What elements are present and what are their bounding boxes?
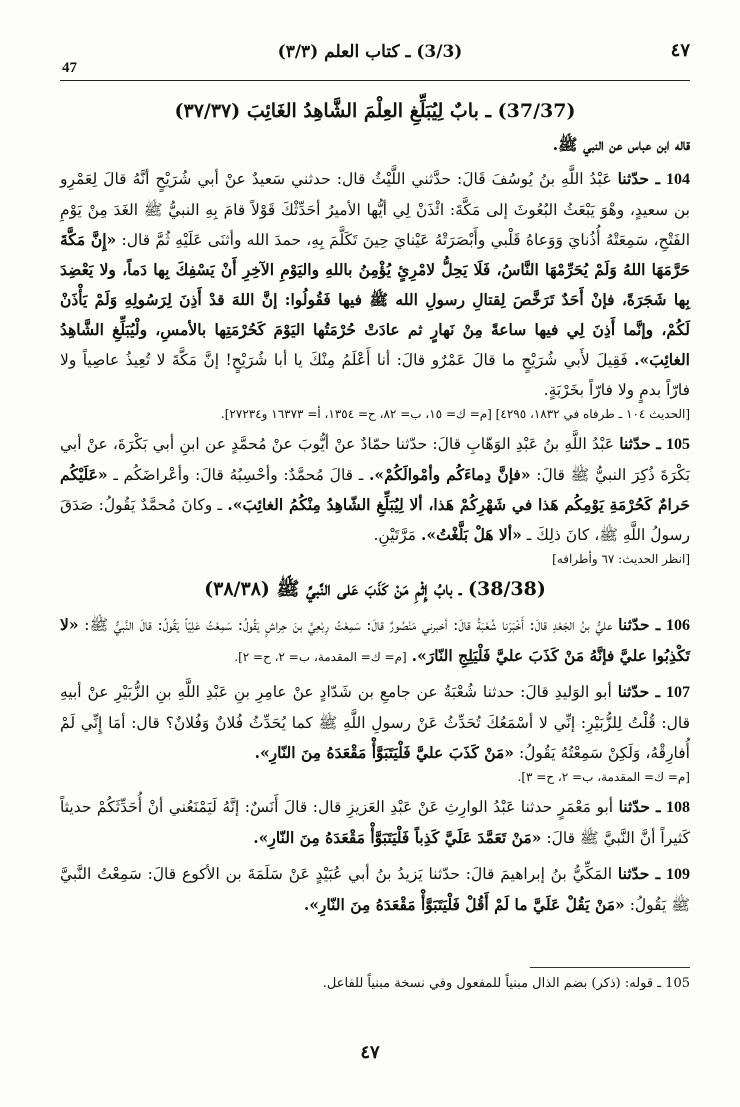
- footnote-rule: [530, 967, 690, 968]
- chapter-title-38: (38/38) ـ بابُ إِثْمِ مَنْ كَذَبَ عَلى النَّبيِّ ﷺ (٣٨/٣٨): [204, 578, 546, 600]
- hadith-107: 107 ـ حدّثنا أبو الوَليدِ قالَ: حدثنا شُعْبَةُ عن جامعِ بن شَدّادٍ عنْ عامِرِ بنِ عَبْدِ اللَّهِ بنِ الزُّبَيْرِ عنْ أبيهِ قال: قُلْتُ لِلزُّبَيْرِ: إنِّي لا أسْمَعُكَ تُحَدِّثُ عَنْ رسولِ اللَّهِ ﷺ كما يُحَدِّثُ فُلانٌ وَفُلانٌ؟ قال: أمَا إِنِّي لَمْ أُفارِقْهُ، وَلَكِنْ سَمِعْتُهُ يَقُولُ: «مَنْ كَذَبَ عليَّ فَلْيَتَبَوَّأْ مَقْعَدَهُ مِنَ النّارِ».: [60, 682, 690, 762]
- hadith-106: 106 ـ حدّثنا عليُّ بنُ الجَعْدِ قالَ: أَخْبَرَنا شُعْبَةُ قالَ: أخبرني مَنْصُورٌ قالَ: سَمِعْتُ رِبْعِيَّ بنَ حِراشٍ يَقُولُ: سَمِعْتُ عَلِيّاً يَقُولُ: قالَ النَّبيُّ ﷺ: «لا تَكْذِبُوا عليَّ فإنَّهُ مَنْ كَذَبَ عليَّ فَلْيَلِجِ النّارَ». [م= ك= المقدمة، ب= ٢، ح= ٢].: [60, 615, 690, 665]
- hadith-104: 104 ـ حدّثنا عَبْدُ اللَّهِ بنُ يُوسُفَ قَالَ: حدَّثني اللَّيْثُ قال: حدثني سَعيدٌ عنْ أبي شُرَيْحٍ أنَّهُ قالَ لِعَمْرِو بن سعيدٍ، وهْوَ يَبْعَثُ البُعُوثَ إلى مَكَّةَ: ائْذَنْ لِي أيُّها الأميرُ أحَدِّثْكَ قَوْلاً قامَ بِهِ النبيُّ ﷺ الغَدَ مِنْ يَوْمِ الفَتْحِ، سَمِعَتْهُ أُذُنايَ وَوَعاهُ قَلْبي وأَبْصَرَتْهُ عَيْنايَ حِينَ تَكَلَّمَ بِهِ، حمدَ الله وأثنَى عَلَيْهِ ثُمَّ قال: «إِنَّ مَكَّةَ حَرَّمَهَا اللهُ وَلَمْ يُحَرِّمْهَا النَّاسُ، فَلَا يَحِلُّ لامْرِئٍ يُؤْمِنُ باللهِ واليَوْمِ الآخِرِ أَنْ يَسْفِكَ بِها دَماً، ولا يَعْضِدَ بِها شَجَرَةً، فإنْ أَحَدٌ تَرَخَّصَ لِقتالِ رسولِ الله ﷺ فيها فَقُولُوا: إنَّ اللهَ قدْ أَذِنَ لِرَسُولِهِ وَلَمْ يَأْذَنْ لَكُمْ، وإنَّما أَذِنَ لِي فيها ساعةً مِنْ نَهارٍ ثم عادَتْ حُرْمَتُها اليَوْمَ كَحُرْمَتِها بالأمسِ، ولْيُبَلِّغِ الشَّاهِدُ الغائِبَ». فَقِيلَ لأَبي شُرَيْحٍ ما قالَ عَمْرٌو قالَ: أنا أَعْلَمُ مِنْكَ يا أبا شُرَيْحٍ! إنَّ مَكَّةَ لا تُعِيذُ عاصِياً ولا فارّاً بدمٍ ولا فارّاً بخَرْبَةٍ.: [60, 169, 691, 399]
- hadith-105: 105 ـ حدّثنا عَبْدُ اللَّهِ بنُ عَبْدِ الوَهّابِ قالَ: حدّثنا حمّادٌ عنْ أيُّوبَ عنْ مُحمَّدٍ عن ابنِ أبي بَكْرَةَ، عنْ أبي بَكْرَةَ ذُكِرَ النبيُّ ﷺ قالَ: «فإنَّ دِماءَكُم وأمْوالَكُمْ». ـ قالَ مُحمَّدٌ: وأحْسِبُهُ قالَ: وأعْراضَكُم ـ «عَلَيْكُم حَرامٌ كَحُرْمَةِ يَوْمِكُم هَذا في شَهْرِكُمْ هَذا، ألا لِيُبَلِّغِ الشّاهِدُ مِنْكُمُ الغائِبَ». ـ وكانَ مُحمَّدٌ يَقُولُ: صَدَقَ رسولُ اللَّهِ ﷺ، كانَ ذلِكَ ـ «ألا هَلْ بَلَّغْتُ». مَرَّتَيْنِ.: [60, 434, 691, 544]
- reference-105: [انظر الحديث: ٦٧ وأطرافه]: [552, 552, 690, 566]
- header-title: (3/3) ـ كتاب العلم (٣/٣): [277, 42, 463, 62]
- footer-page-number: ٤٧: [360, 1042, 380, 1063]
- reference-104: [الحديث ١٠٤ ـ طرفاه في ١٨٣٢، ٤٢٩٥] [م= ك= ١٥، ب= ٨٢، ح= ١٣٥٤، أ= ١٦٣٧٣ و٢٧٢٣٤].: [220, 407, 690, 421]
- chapter-intro-37: قاله ابن عباس عن النبي ﷺ.: [552, 135, 690, 154]
- footnote: 105 ـ قوله: (ذكر) بضم الذال مبنياً للمفعول وفي نسخة مبنياً للفاعل.: [322, 976, 690, 991]
- header-rule: [60, 80, 690, 81]
- chapter-title-37: (37/37) ـ بابٌ لِيُبَلِّغِ العِلْمَ الشَّاهِدُ الغَائِبَ (٣٧/٣٧): [174, 100, 576, 122]
- header-page-number-arabic: ٤٧: [670, 40, 690, 61]
- hadith-109: 109 ـ حدّثنا المَكِّيُّ بنُ إبراهيمَ قالَ: حدّثنا يَزيدُ بنُ أبي عُبَيْدٍ عَنْ سَلَمَةَ بن الأكوع قالَ: سَمِعْتُ النَّبيَّ ﷺ يَقُولُ: «مَنْ يَقُلْ عَلَيَّ ما لَمْ أَقُلْ فَلْيَتَبَوَّأْ مَقْعَدَهُ مِنَ النّارِ».: [60, 864, 691, 914]
- header-page-number: 47: [62, 60, 77, 76]
- reference-107: [م= ك= المقدمة، ب= ٢، ح= ٣].: [517, 770, 690, 784]
- page-body: [60, 96, 690, 920]
- hadith-108: 108 ـ حدّثنا أبو مَعْمَرٍ حدثنا عَبْدُ الوارِثِ عَنْ عَبْدِ العَزيزِ قال: قالَ أَنَسٌ: إنَّهُ لَيَمْنَعُني أنْ أُحَدِّثَكُمْ حديثاً كَثيراً أنَّ النَّبيَّ ﷺ قالَ: «مَنْ تَعَمَّدَ عَلَيَّ كَذِباً فَلْيَتَبَوَّأْ مَقْعَدَهُ مِنَ النّارِ».: [60, 797, 690, 847]
